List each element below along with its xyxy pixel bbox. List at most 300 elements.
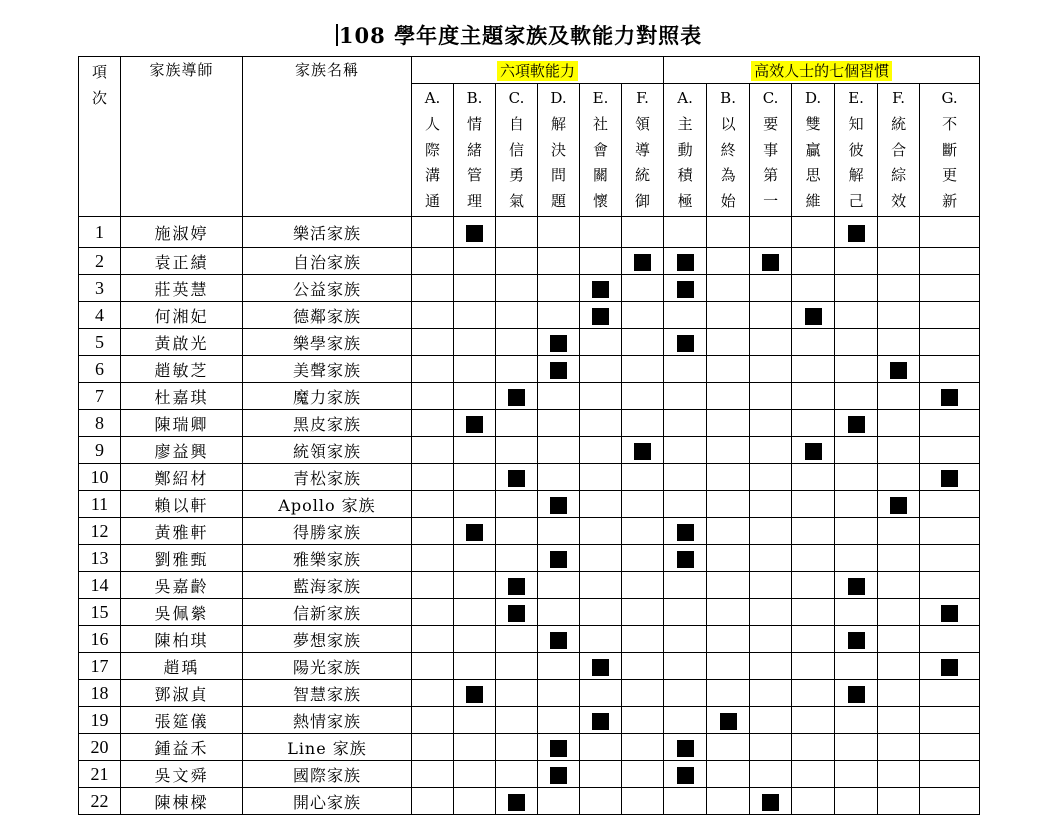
habit-cell-e bbox=[835, 599, 878, 626]
habit-cell-b bbox=[707, 599, 750, 626]
soft-skill-cell-e bbox=[580, 734, 622, 761]
habit-label-char: 合 bbox=[891, 140, 907, 159]
check-mark bbox=[941, 470, 958, 487]
soft-skill-cell-f bbox=[622, 788, 664, 815]
check-mark bbox=[720, 713, 737, 730]
habit-cell-b bbox=[707, 518, 750, 545]
check-mark bbox=[592, 308, 609, 325]
habit-label-char: 主 bbox=[677, 114, 693, 133]
family-name: 雅樂家族 bbox=[243, 545, 412, 572]
habit-label-char: 己 bbox=[848, 192, 864, 211]
habit-cell-d bbox=[792, 734, 835, 761]
soft-skill-cell-b bbox=[454, 626, 496, 653]
soft-skill-cell-f bbox=[622, 410, 664, 437]
habit-cell-f bbox=[878, 518, 920, 545]
habit-code: B. bbox=[720, 89, 736, 107]
soft-skill-cell-b bbox=[454, 788, 496, 815]
soft-skill-label-char: 問 bbox=[550, 166, 566, 185]
habit-cell-b bbox=[707, 383, 750, 410]
habit-cell-a bbox=[664, 275, 707, 302]
soft-skill-cell-d bbox=[538, 518, 580, 545]
check-mark bbox=[550, 497, 567, 514]
soft-skills-group-label: 六項軟能力 bbox=[497, 61, 578, 81]
check-mark bbox=[508, 605, 525, 622]
check-mark bbox=[848, 686, 865, 703]
soft-skill-cell-a bbox=[412, 356, 454, 383]
habit-cell-g bbox=[920, 518, 980, 545]
row-number: 6 bbox=[79, 356, 121, 383]
habit-label-char: 斷 bbox=[942, 140, 958, 159]
table-row bbox=[79, 410, 980, 437]
soft-skill-cell-f bbox=[622, 464, 664, 491]
row-number: 16 bbox=[79, 626, 121, 653]
soft-skill-cell-a bbox=[412, 653, 454, 680]
check-mark bbox=[677, 551, 694, 568]
family-name: 開心家族 bbox=[243, 788, 412, 815]
check-mark bbox=[805, 308, 822, 325]
soft-skill-cell-a bbox=[412, 518, 454, 545]
mentor-name: 吳文舜 bbox=[121, 761, 243, 788]
check-mark bbox=[592, 713, 609, 730]
habit-cell-f bbox=[878, 572, 920, 599]
soft-skill-cell-b bbox=[454, 545, 496, 572]
soft-skill-cell-e bbox=[580, 410, 622, 437]
habit-label-char: 積 bbox=[677, 166, 693, 185]
habit-label-char: 事 bbox=[763, 140, 779, 159]
soft-skill-label-char: 溝 bbox=[424, 166, 440, 185]
soft-skill-cell-d bbox=[538, 437, 580, 464]
habit-cell-c bbox=[750, 599, 792, 626]
soft-skill-code: A. bbox=[424, 89, 441, 107]
row-number: 3 bbox=[79, 275, 121, 302]
soft-skill-cell-d bbox=[538, 275, 580, 302]
habit-cell-d bbox=[792, 599, 835, 626]
habit-cell-e bbox=[835, 248, 878, 275]
habit-cell-a bbox=[664, 680, 707, 707]
soft-skill-cell-c bbox=[496, 707, 538, 734]
soft-skill-cell-f bbox=[622, 383, 664, 410]
soft-skill-cell-d bbox=[538, 626, 580, 653]
soft-skill-label-char: 御 bbox=[635, 192, 651, 211]
soft-skill-cell-c bbox=[496, 217, 538, 248]
soft-skill-cell-e bbox=[580, 626, 622, 653]
page-title-text: 108 學年度主題家族及軟能力對照表 bbox=[338, 23, 703, 48]
soft-skill-cell-a bbox=[412, 275, 454, 302]
soft-skill-cell-f bbox=[622, 356, 664, 383]
habit-cell-g bbox=[920, 302, 980, 329]
habit-cell-f bbox=[878, 410, 920, 437]
soft-skill-label-char: 信 bbox=[508, 140, 524, 159]
header-item-char: 次 bbox=[91, 89, 107, 107]
table-row bbox=[79, 491, 980, 518]
check-mark bbox=[550, 362, 567, 379]
soft-skill-cell-d bbox=[538, 707, 580, 734]
habit-label-char: 一 bbox=[763, 192, 779, 211]
habit-cell-e bbox=[835, 383, 878, 410]
mentor-name: 施淑婷 bbox=[121, 217, 243, 248]
check-mark bbox=[890, 497, 907, 514]
habit-cell-c bbox=[750, 761, 792, 788]
soft-skill-cell-f bbox=[622, 329, 664, 356]
soft-skill-code: C. bbox=[508, 89, 525, 107]
soft-skill-cell-c bbox=[496, 383, 538, 410]
soft-skill-cell-a bbox=[412, 734, 454, 761]
habit-cell-f bbox=[878, 491, 920, 518]
soft-skill-cell-c bbox=[496, 734, 538, 761]
habit-label-char: 終 bbox=[720, 140, 736, 159]
check-mark bbox=[677, 740, 694, 757]
check-mark bbox=[677, 767, 694, 784]
soft-skill-cell-b bbox=[454, 437, 496, 464]
habit-cell-e bbox=[835, 329, 878, 356]
habit-cell-a bbox=[664, 491, 707, 518]
soft-skill-cell-e bbox=[580, 518, 622, 545]
habit-cell-g bbox=[920, 356, 980, 383]
habit-cell-b bbox=[707, 788, 750, 815]
mentor-name: 賴以軒 bbox=[121, 491, 243, 518]
soft-skill-cell-b bbox=[454, 680, 496, 707]
habit-header-g bbox=[920, 84, 980, 217]
check-mark bbox=[634, 443, 651, 460]
soft-skill-cell-c bbox=[496, 761, 538, 788]
soft-skill-cell-c bbox=[496, 491, 538, 518]
habit-cell-f bbox=[878, 599, 920, 626]
habit-cell-a bbox=[664, 545, 707, 572]
row-number: 12 bbox=[79, 518, 121, 545]
habit-cell-f bbox=[878, 383, 920, 410]
soft-skill-label-char: 際 bbox=[424, 140, 440, 159]
soft-skill-cell-e bbox=[580, 356, 622, 383]
soft-skill-cell-a bbox=[412, 464, 454, 491]
check-mark bbox=[592, 281, 609, 298]
habit-cell-c bbox=[750, 437, 792, 464]
habit-cell-a bbox=[664, 437, 707, 464]
family-name: 公益家族 bbox=[243, 275, 412, 302]
soft-skill-cell-d bbox=[538, 464, 580, 491]
soft-skill-label-char: 導 bbox=[635, 140, 651, 159]
habit-cell-d bbox=[792, 383, 835, 410]
habit-cell-b bbox=[707, 302, 750, 329]
soft-skill-cell-b bbox=[454, 761, 496, 788]
soft-skill-cell-b bbox=[454, 217, 496, 248]
soft-skill-cell-b bbox=[454, 302, 496, 329]
habit-label-char: 始 bbox=[720, 192, 736, 211]
soft-skill-label-char: 領 bbox=[635, 114, 651, 133]
family-name: Apollo 家族 bbox=[243, 491, 412, 518]
habit-cell-b bbox=[707, 410, 750, 437]
row-number: 7 bbox=[79, 383, 121, 410]
soft-skill-cell-d bbox=[538, 599, 580, 626]
check-mark bbox=[677, 254, 694, 271]
soft-skill-cell-a bbox=[412, 383, 454, 410]
soft-skill-label-char: 解 bbox=[550, 114, 566, 133]
row-number: 21 bbox=[79, 761, 121, 788]
habit-cell-e bbox=[835, 707, 878, 734]
soft-skill-code: F. bbox=[636, 89, 649, 107]
check-mark bbox=[848, 416, 865, 433]
check-mark bbox=[677, 281, 694, 298]
soft-skill-cell-e bbox=[580, 707, 622, 734]
habit-cell-a bbox=[664, 248, 707, 275]
habit-cell-a bbox=[664, 464, 707, 491]
table-row bbox=[79, 356, 980, 383]
table-row bbox=[79, 329, 980, 356]
soft-skill-label-char: 決 bbox=[550, 140, 566, 159]
habit-label-char: 解 bbox=[848, 166, 864, 185]
habit-code: A. bbox=[677, 89, 693, 107]
row-number: 4 bbox=[79, 302, 121, 329]
habit-header-c bbox=[750, 84, 792, 217]
habit-cell-d bbox=[792, 464, 835, 491]
habit-cell-a bbox=[664, 599, 707, 626]
row-number: 18 bbox=[79, 680, 121, 707]
mentor-name: 劉雅甄 bbox=[121, 545, 243, 572]
habit-code: D. bbox=[804, 89, 822, 107]
table-row bbox=[79, 734, 980, 761]
soft-skill-cell-f bbox=[622, 599, 664, 626]
soft-skill-cell-f bbox=[622, 217, 664, 248]
habit-cell-c bbox=[750, 464, 792, 491]
soft-skill-cell-c bbox=[496, 653, 538, 680]
table-row bbox=[79, 788, 980, 815]
check-mark bbox=[848, 578, 865, 595]
soft-skill-cell-a bbox=[412, 788, 454, 815]
header-mentor: 家族導師 bbox=[121, 57, 243, 217]
soft-skill-cell-e bbox=[580, 464, 622, 491]
habit-cell-c bbox=[750, 329, 792, 356]
soft-skill-cell-b bbox=[454, 491, 496, 518]
soft-skill-cell-a bbox=[412, 707, 454, 734]
row-number: 17 bbox=[79, 653, 121, 680]
habit-cell-c bbox=[750, 248, 792, 275]
check-mark bbox=[677, 335, 694, 352]
habit-code: G. bbox=[941, 89, 958, 107]
habit-label-char: 彼 bbox=[848, 140, 864, 159]
habit-cell-e bbox=[835, 437, 878, 464]
soft-skill-label-char: 勇 bbox=[508, 166, 524, 185]
check-mark bbox=[550, 551, 567, 568]
row-number: 22 bbox=[79, 788, 121, 815]
soft-skill-code: B. bbox=[466, 89, 483, 107]
habit-cell-f bbox=[878, 356, 920, 383]
table-row bbox=[79, 653, 980, 680]
habit-cell-f bbox=[878, 302, 920, 329]
mentor-name: 鄧淑貞 bbox=[121, 680, 243, 707]
mentor-name: 黃雅軒 bbox=[121, 518, 243, 545]
check-mark bbox=[550, 767, 567, 784]
soft-skill-cell-b bbox=[454, 653, 496, 680]
habit-cell-c bbox=[750, 410, 792, 437]
habit-cell-g bbox=[920, 626, 980, 653]
family-name: 德鄰家族 bbox=[243, 302, 412, 329]
table-row bbox=[79, 383, 980, 410]
soft-skill-cell-b bbox=[454, 707, 496, 734]
soft-skill-cell-b bbox=[454, 383, 496, 410]
check-mark bbox=[466, 416, 483, 433]
habit-cell-e bbox=[835, 491, 878, 518]
habit-cell-c bbox=[750, 302, 792, 329]
habit-cell-c bbox=[750, 707, 792, 734]
soft-skill-label-char: 社 bbox=[592, 114, 608, 133]
row-number: 10 bbox=[79, 464, 121, 491]
habit-cell-a bbox=[664, 788, 707, 815]
soft-skill-cell-e bbox=[580, 217, 622, 248]
habit-cell-g bbox=[920, 275, 980, 302]
mentor-name: 杜嘉琪 bbox=[121, 383, 243, 410]
soft-skill-cell-d bbox=[538, 217, 580, 248]
habit-cell-b bbox=[707, 653, 750, 680]
soft-skill-label-char: 管 bbox=[466, 166, 482, 185]
habit-cell-d bbox=[792, 329, 835, 356]
soft-skill-label-char: 題 bbox=[550, 192, 566, 211]
row-number: 15 bbox=[79, 599, 121, 626]
habit-cell-b bbox=[707, 437, 750, 464]
soft-skill-cell-d bbox=[538, 788, 580, 815]
table-row bbox=[79, 217, 980, 248]
habit-cell-g bbox=[920, 248, 980, 275]
check-mark bbox=[550, 335, 567, 352]
habit-cell-d bbox=[792, 491, 835, 518]
table-row bbox=[79, 464, 980, 491]
habit-cell-e bbox=[835, 680, 878, 707]
soft-skill-cell-c bbox=[496, 545, 538, 572]
habit-cell-d bbox=[792, 410, 835, 437]
habit-cell-g bbox=[920, 788, 980, 815]
soft-skill-cell-f bbox=[622, 491, 664, 518]
soft-skill-header-b bbox=[454, 84, 496, 217]
habit-code: F. bbox=[892, 89, 905, 107]
habit-cell-c bbox=[750, 383, 792, 410]
table-row bbox=[79, 599, 980, 626]
soft-skill-cell-c bbox=[496, 572, 538, 599]
habit-cell-d bbox=[792, 761, 835, 788]
check-mark bbox=[634, 254, 651, 271]
soft-skill-cell-b bbox=[454, 572, 496, 599]
mentor-name: 鄭紹材 bbox=[121, 464, 243, 491]
check-mark bbox=[848, 632, 865, 649]
habit-cell-c bbox=[750, 356, 792, 383]
habit-cell-f bbox=[878, 437, 920, 464]
habit-cell-b bbox=[707, 248, 750, 275]
habit-label-char: 動 bbox=[677, 140, 693, 159]
family-name: 樂活家族 bbox=[243, 217, 412, 248]
mentor-name: 袁正績 bbox=[121, 248, 243, 275]
soft-skill-cell-a bbox=[412, 437, 454, 464]
habit-cell-f bbox=[878, 275, 920, 302]
soft-skill-cell-d bbox=[538, 410, 580, 437]
soft-skill-cell-a bbox=[412, 410, 454, 437]
header-family: 家族名稱 bbox=[243, 57, 412, 217]
check-mark bbox=[592, 659, 609, 676]
habit-cell-b bbox=[707, 464, 750, 491]
row-number: 20 bbox=[79, 734, 121, 761]
soft-skill-cell-e bbox=[580, 437, 622, 464]
check-mark bbox=[550, 632, 567, 649]
soft-skill-cell-c bbox=[496, 680, 538, 707]
habit-cell-a bbox=[664, 626, 707, 653]
habit-cell-d bbox=[792, 626, 835, 653]
habit-cell-e bbox=[835, 217, 878, 248]
soft-skill-label-char: 關 bbox=[592, 166, 608, 185]
habit-label-char: 統 bbox=[891, 114, 907, 133]
soft-skill-cell-a bbox=[412, 761, 454, 788]
family-name: 統領家族 bbox=[243, 437, 412, 464]
habit-code: E. bbox=[848, 89, 864, 107]
mentor-name: 黃啟光 bbox=[121, 329, 243, 356]
row-number: 5 bbox=[79, 329, 121, 356]
table-row bbox=[79, 437, 980, 464]
mentor-name: 陳瑞卿 bbox=[121, 410, 243, 437]
habit-cell-g bbox=[920, 572, 980, 599]
row-number: 19 bbox=[79, 707, 121, 734]
habit-label-char: 贏 bbox=[805, 140, 821, 159]
table-row bbox=[79, 518, 980, 545]
habit-cell-b bbox=[707, 217, 750, 248]
habit-label-char: 維 bbox=[805, 192, 821, 211]
habit-cell-g bbox=[920, 734, 980, 761]
habit-cell-a bbox=[664, 734, 707, 761]
check-mark bbox=[848, 225, 865, 242]
habit-cell-e bbox=[835, 626, 878, 653]
soft-skill-cell-b bbox=[454, 356, 496, 383]
soft-skill-cell-b bbox=[454, 410, 496, 437]
page-title bbox=[0, 22, 1038, 50]
soft-skill-cell-c bbox=[496, 518, 538, 545]
soft-skill-cell-a bbox=[412, 599, 454, 626]
habit-cell-d bbox=[792, 248, 835, 275]
habit-cell-e bbox=[835, 302, 878, 329]
header-habits-group bbox=[664, 57, 980, 84]
habit-cell-a bbox=[664, 302, 707, 329]
soft-skill-code: E. bbox=[592, 89, 609, 107]
soft-skill-cell-e bbox=[580, 788, 622, 815]
habit-cell-g bbox=[920, 217, 980, 248]
habit-cell-e bbox=[835, 464, 878, 491]
check-mark bbox=[466, 225, 483, 242]
mapping-table bbox=[78, 56, 980, 815]
habit-cell-c bbox=[750, 518, 792, 545]
habit-cell-d bbox=[792, 356, 835, 383]
header-item-label bbox=[79, 59, 120, 111]
soft-skill-label-char: 懷 bbox=[592, 192, 608, 211]
check-mark bbox=[508, 470, 525, 487]
habit-cell-b bbox=[707, 572, 750, 599]
soft-skill-label-char: 通 bbox=[424, 192, 440, 211]
habit-cell-g bbox=[920, 680, 980, 707]
habit-cell-b bbox=[707, 707, 750, 734]
habit-header-e bbox=[835, 84, 878, 217]
habit-cell-f bbox=[878, 217, 920, 248]
habit-label-char: 知 bbox=[848, 114, 864, 133]
soft-skill-cell-a bbox=[412, 329, 454, 356]
mentor-name: 趙瑀 bbox=[121, 653, 243, 680]
soft-skill-cell-f bbox=[622, 248, 664, 275]
family-name: 信新家族 bbox=[243, 599, 412, 626]
soft-skill-cell-b bbox=[454, 329, 496, 356]
habit-label-char: 以 bbox=[720, 114, 736, 133]
soft-skill-cell-e bbox=[580, 599, 622, 626]
mentor-name: 吳佩縈 bbox=[121, 599, 243, 626]
soft-skill-label-char: 理 bbox=[466, 192, 482, 211]
check-mark bbox=[890, 362, 907, 379]
soft-skill-header-a bbox=[412, 84, 454, 217]
soft-skill-cell-c bbox=[496, 464, 538, 491]
soft-skill-header-c bbox=[496, 84, 538, 217]
soft-skill-cell-c bbox=[496, 275, 538, 302]
soft-skill-cell-e bbox=[580, 572, 622, 599]
family-name: 黑皮家族 bbox=[243, 410, 412, 437]
family-name: 樂學家族 bbox=[243, 329, 412, 356]
